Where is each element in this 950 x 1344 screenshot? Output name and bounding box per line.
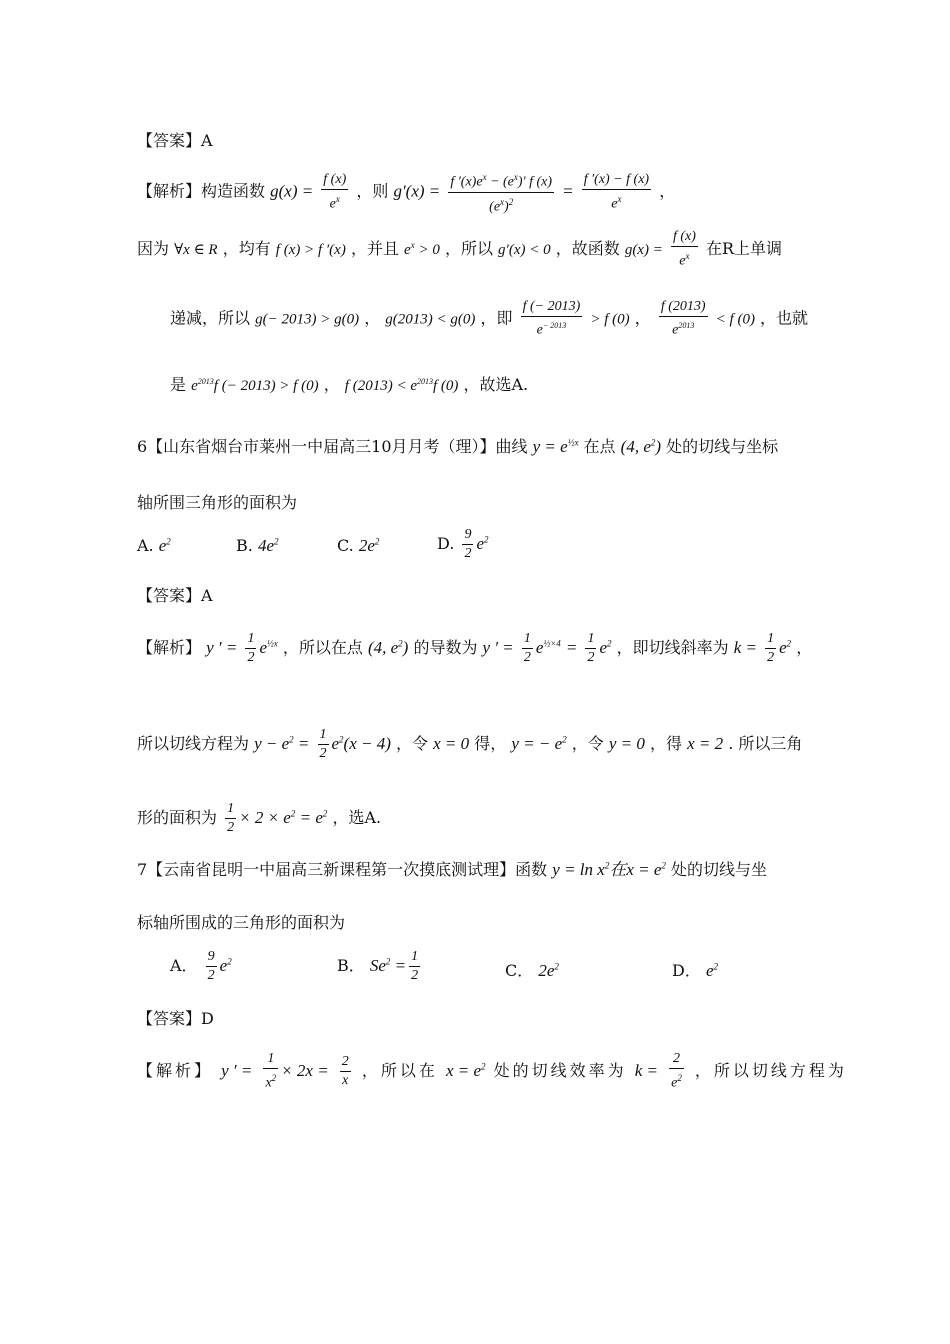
text: 处的切线效率为 — [493, 1060, 627, 1080]
text: ，也就 — [760, 308, 809, 328]
numerator: f (2013) — [659, 298, 708, 317]
m: f ′(x)e — [450, 174, 483, 190]
math: x = 2 — [687, 734, 724, 753]
math: g(2013) < g(0) — [385, 311, 476, 328]
text: 处的切线与坐标 — [666, 437, 779, 456]
math — [359, 536, 380, 555]
denominator: 2 — [411, 968, 419, 983]
math: < f (0) — [715, 311, 755, 328]
math — [368, 638, 408, 657]
math — [446, 1061, 486, 1080]
label: A． — [170, 956, 198, 975]
text: 因为 — [137, 238, 170, 258]
sup: 2 — [385, 956, 391, 967]
math — [779, 638, 791, 657]
numerator — [448, 168, 554, 193]
denominator — [521, 317, 583, 340]
numerator: 1 — [225, 800, 236, 819]
denominator: 2 — [319, 746, 327, 761]
m: > 0 — [414, 241, 440, 258]
m: e — [535, 638, 544, 657]
fraction — [522, 630, 533, 667]
sup: x — [513, 172, 518, 182]
text: 是 — [170, 375, 187, 394]
label: C. — [337, 536, 354, 555]
option-6d — [437, 526, 488, 563]
fraction — [321, 171, 348, 214]
math — [476, 534, 488, 553]
text: ， — [796, 638, 813, 657]
fraction — [206, 948, 217, 985]
sup: 2013 — [197, 377, 214, 386]
text: 【解析】 — [137, 1060, 214, 1080]
sup: 2 — [661, 860, 666, 871]
fraction — [659, 298, 708, 340]
e: e — [329, 196, 336, 212]
option-6c — [337, 536, 379, 556]
math: y = 0 — [608, 734, 645, 753]
fraction — [340, 1053, 351, 1090]
numerator: f (x) — [671, 228, 698, 247]
label: C． — [505, 961, 534, 980]
sup: x — [335, 193, 340, 204]
denominator: 2 — [247, 650, 255, 665]
denominator: 2 — [587, 650, 595, 665]
fraction — [245, 630, 256, 667]
denominator — [582, 190, 651, 214]
sup: − 2013 — [542, 321, 567, 330]
m: y = e — [532, 437, 568, 456]
label: D． — [672, 961, 701, 980]
e: e — [679, 253, 686, 269]
math: x = 0 — [433, 734, 470, 753]
math — [599, 638, 611, 657]
m: e — [158, 536, 167, 555]
m: y = − e — [511, 734, 563, 753]
numerator: 1 — [263, 1050, 278, 1069]
math — [621, 437, 661, 456]
m: 4e — [257, 536, 274, 555]
m: ) — [402, 638, 409, 657]
math — [533, 437, 579, 456]
sup: 2 — [398, 638, 403, 649]
text: ，令 — [395, 734, 428, 753]
m: f (0) — [432, 378, 459, 394]
text: 所以切线方程为 — [137, 734, 250, 753]
numerator: f (− 2013) — [521, 298, 583, 317]
math: g(− 2013) > g(0) — [255, 311, 360, 328]
fraction — [669, 1050, 684, 1093]
numerator: 1 — [765, 630, 776, 649]
denominator: x — [342, 1072, 349, 1088]
text: ，并且 — [350, 238, 399, 258]
fraction — [582, 171, 651, 214]
m: Se — [369, 956, 386, 975]
math: y ′ = — [206, 638, 238, 657]
sup: x — [685, 251, 690, 261]
sup: 2 — [339, 734, 344, 745]
numerator: 1 — [245, 630, 256, 649]
math: y ′ = — [482, 638, 514, 657]
answer-label-6: 【答案】A — [137, 586, 213, 605]
analysis-line-1 — [137, 168, 675, 216]
sup: 2 — [290, 808, 296, 819]
sup: 2 — [604, 860, 610, 871]
sup: 2013 — [416, 377, 433, 386]
question-6-line-2: 轴所围三角形的面积为 — [137, 493, 298, 512]
math — [259, 638, 277, 657]
analysis-6-line-1 — [137, 630, 812, 667]
fraction — [409, 948, 420, 985]
sup: 2 — [322, 808, 328, 819]
text: ， — [634, 308, 651, 328]
m: y − e — [254, 734, 290, 753]
analysis-7-line-1 — [137, 1050, 847, 1093]
option-7d — [672, 958, 718, 981]
option-7c — [505, 958, 559, 981]
equals: = — [562, 181, 574, 201]
denominator: 2 — [227, 820, 235, 835]
m: (x − 4) — [343, 734, 391, 753]
answer-label-1: 【答案】A — [137, 131, 213, 150]
m: e — [705, 961, 714, 980]
math: $y - e^2$ = — [254, 734, 310, 753]
sup: 2 — [271, 1073, 277, 1083]
numerator: 2 — [669, 1050, 684, 1069]
math — [538, 961, 559, 980]
math — [258, 536, 279, 555]
fraction — [263, 1050, 278, 1093]
math — [159, 536, 171, 555]
text: . 所以三角 — [728, 734, 803, 753]
m: e — [331, 734, 340, 753]
text: ，选A. — [332, 808, 382, 827]
m: ) — [655, 437, 662, 456]
fraction — [448, 168, 554, 216]
m: e — [219, 956, 228, 975]
m: f (2013) < e — [344, 378, 417, 394]
text: 形的面积为 — [137, 808, 218, 827]
text: ， — [323, 375, 340, 394]
math — [706, 961, 718, 980]
label: B． — [337, 956, 365, 975]
text: 6【山东省烟台市莱州一中届高三10月月考（理）】曲线 — [137, 437, 528, 456]
m: (4, e — [620, 437, 651, 456]
numerator: 2 — [340, 1053, 351, 1072]
text: ， — [659, 181, 676, 201]
denominator: 2 — [464, 546, 472, 561]
denominator: 2 — [523, 650, 531, 665]
sup: 2 — [508, 196, 514, 207]
sup: x — [617, 193, 622, 204]
m: (e — [489, 199, 501, 215]
m: = e — [295, 808, 323, 827]
math: g′(x) = — [393, 181, 441, 201]
question-7-line-1 — [137, 855, 767, 880]
text: 在R上单调 — [705, 238, 783, 258]
text: ，所以在点 — [282, 638, 363, 657]
fraction — [521, 298, 583, 340]
m: e — [779, 638, 787, 657]
denominator: 2 — [207, 968, 215, 983]
m: − (e — [486, 174, 514, 190]
sup: 2013 — [678, 321, 695, 330]
text: 得， — [474, 734, 507, 753]
fraction — [671, 228, 698, 271]
fraction — [225, 800, 236, 837]
m: f (− 2013) > f (0) — [213, 378, 319, 394]
numerator: 1 — [522, 630, 533, 649]
text: ，所以切线方程为 — [694, 1060, 847, 1080]
text: ，得 — [649, 734, 682, 753]
x: x — [265, 1075, 272, 1091]
m: 2e — [358, 536, 375, 555]
math — [239, 808, 327, 827]
m: e — [404, 241, 411, 258]
math: × 2x = — [281, 1060, 329, 1080]
question-7-line-2: 标轴所围成的三角形的面积为 — [137, 913, 346, 932]
sup: 2 — [606, 638, 612, 649]
sup: 2 — [650, 437, 656, 448]
question-6-line-1 — [137, 434, 778, 457]
label: D. — [437, 534, 455, 553]
m: × 2 × e — [239, 808, 291, 827]
m: 在x = e — [609, 860, 662, 879]
fraction — [585, 630, 596, 667]
m: (4, e — [367, 638, 399, 657]
sup: 2 — [786, 638, 792, 649]
m: 2e — [538, 961, 555, 980]
numerator: 1 — [409, 948, 420, 967]
math: y ′ = — [221, 1060, 253, 1080]
m: e — [599, 638, 607, 657]
option-7a — [170, 948, 232, 985]
math: f (x) > f ′(x) — [275, 241, 346, 258]
sup: ½×4 — [543, 638, 561, 649]
text: ， — [364, 308, 381, 328]
m: e — [476, 534, 484, 553]
math: k = — [634, 1060, 659, 1080]
text: ，均有 — [222, 238, 271, 258]
e: e — [672, 322, 679, 338]
math — [332, 734, 391, 753]
fraction — [318, 726, 329, 763]
text: 的导数为 — [413, 638, 478, 657]
math — [404, 239, 440, 258]
math — [552, 860, 666, 879]
math: ∀x ∈ R — [174, 241, 218, 258]
option-6a — [137, 536, 171, 556]
math: k = — [733, 638, 757, 657]
math — [511, 734, 566, 753]
e: e — [671, 1075, 678, 1091]
sup: 2 — [374, 536, 380, 547]
m: )′ f (x) — [517, 174, 553, 190]
math — [220, 956, 232, 975]
sup: x — [500, 196, 505, 207]
sup: ½x — [567, 437, 579, 448]
text: ，即切线斜率为 — [616, 638, 729, 657]
text: 【解析】构造函数 — [137, 181, 266, 201]
text: 【解析】 — [137, 638, 202, 657]
text: ，故函数 — [555, 238, 620, 258]
label: A. — [137, 536, 154, 555]
math: > f (0) — [590, 311, 630, 328]
sup: 2 — [483, 534, 489, 545]
sup: ½x — [267, 638, 278, 649]
numerator: f (x) — [321, 171, 348, 190]
text: 递减，所以 — [170, 308, 251, 328]
sup: 2 — [166, 536, 171, 547]
math — [536, 638, 561, 657]
text: ，故选A. — [463, 375, 529, 394]
text: ，即 — [480, 308, 513, 328]
sup: 2 — [554, 961, 559, 972]
numerator: f ′(x) − f (x) — [582, 171, 651, 190]
option-6b — [236, 536, 278, 556]
m: x = e — [445, 1060, 482, 1080]
sup: x — [410, 239, 415, 250]
sup: 2 — [289, 734, 294, 745]
text: ，则 — [356, 181, 389, 201]
text: 处的切线与坐 — [670, 860, 767, 879]
sup: 2 — [481, 1061, 486, 1072]
math: $Se^2$ = — [369, 956, 407, 975]
sup: 2 — [713, 961, 718, 972]
sup: x — [482, 172, 487, 182]
denominator — [263, 1069, 278, 1093]
text: 在点 — [583, 437, 616, 456]
sup: 2 — [227, 956, 232, 967]
denominator — [659, 317, 708, 340]
text: ，所以 — [444, 238, 493, 258]
e: e — [611, 196, 618, 212]
sup: 2 — [677, 1073, 682, 1083]
equals: = — [565, 638, 578, 657]
numerator: 9 — [206, 948, 217, 967]
m: ) — [504, 199, 509, 215]
text: ，令 — [571, 734, 604, 753]
denominator — [669, 1069, 684, 1093]
math: g′(x) < 0 — [498, 241, 551, 258]
fraction — [765, 630, 776, 667]
m: e — [259, 638, 267, 657]
m: y = ln x — [552, 860, 605, 879]
denominator — [671, 247, 698, 271]
denominator: 2 — [767, 650, 775, 665]
numerator: 1 — [585, 630, 596, 649]
analysis-line-4 — [170, 372, 528, 395]
analysis-line-3 — [170, 298, 808, 340]
math — [191, 378, 318, 394]
numerator: 9 — [462, 526, 473, 545]
option-7b — [337, 948, 423, 985]
fraction — [462, 526, 473, 563]
numerator: 1 — [318, 726, 329, 745]
math — [345, 378, 459, 394]
denominator — [321, 190, 348, 214]
denominator — [448, 193, 554, 217]
sup: 2 — [273, 536, 279, 547]
label: B. — [236, 536, 253, 555]
text: ，所以在 — [361, 1060, 438, 1080]
math: g(x) = — [624, 241, 663, 258]
e: e — [536, 322, 543, 338]
analysis-6-line-2 — [137, 726, 802, 763]
analysis-6-line-3 — [137, 800, 381, 837]
math: g(x) = — [270, 181, 314, 201]
sup: 2 — [562, 734, 567, 745]
answer-label-7: 【答案】D — [137, 1009, 214, 1028]
e: e — [191, 378, 198, 394]
text: 7【云南省昆明一中届高三新课程第一次摸底测试理】函数 — [137, 860, 548, 879]
analysis-line-2 — [137, 228, 782, 271]
